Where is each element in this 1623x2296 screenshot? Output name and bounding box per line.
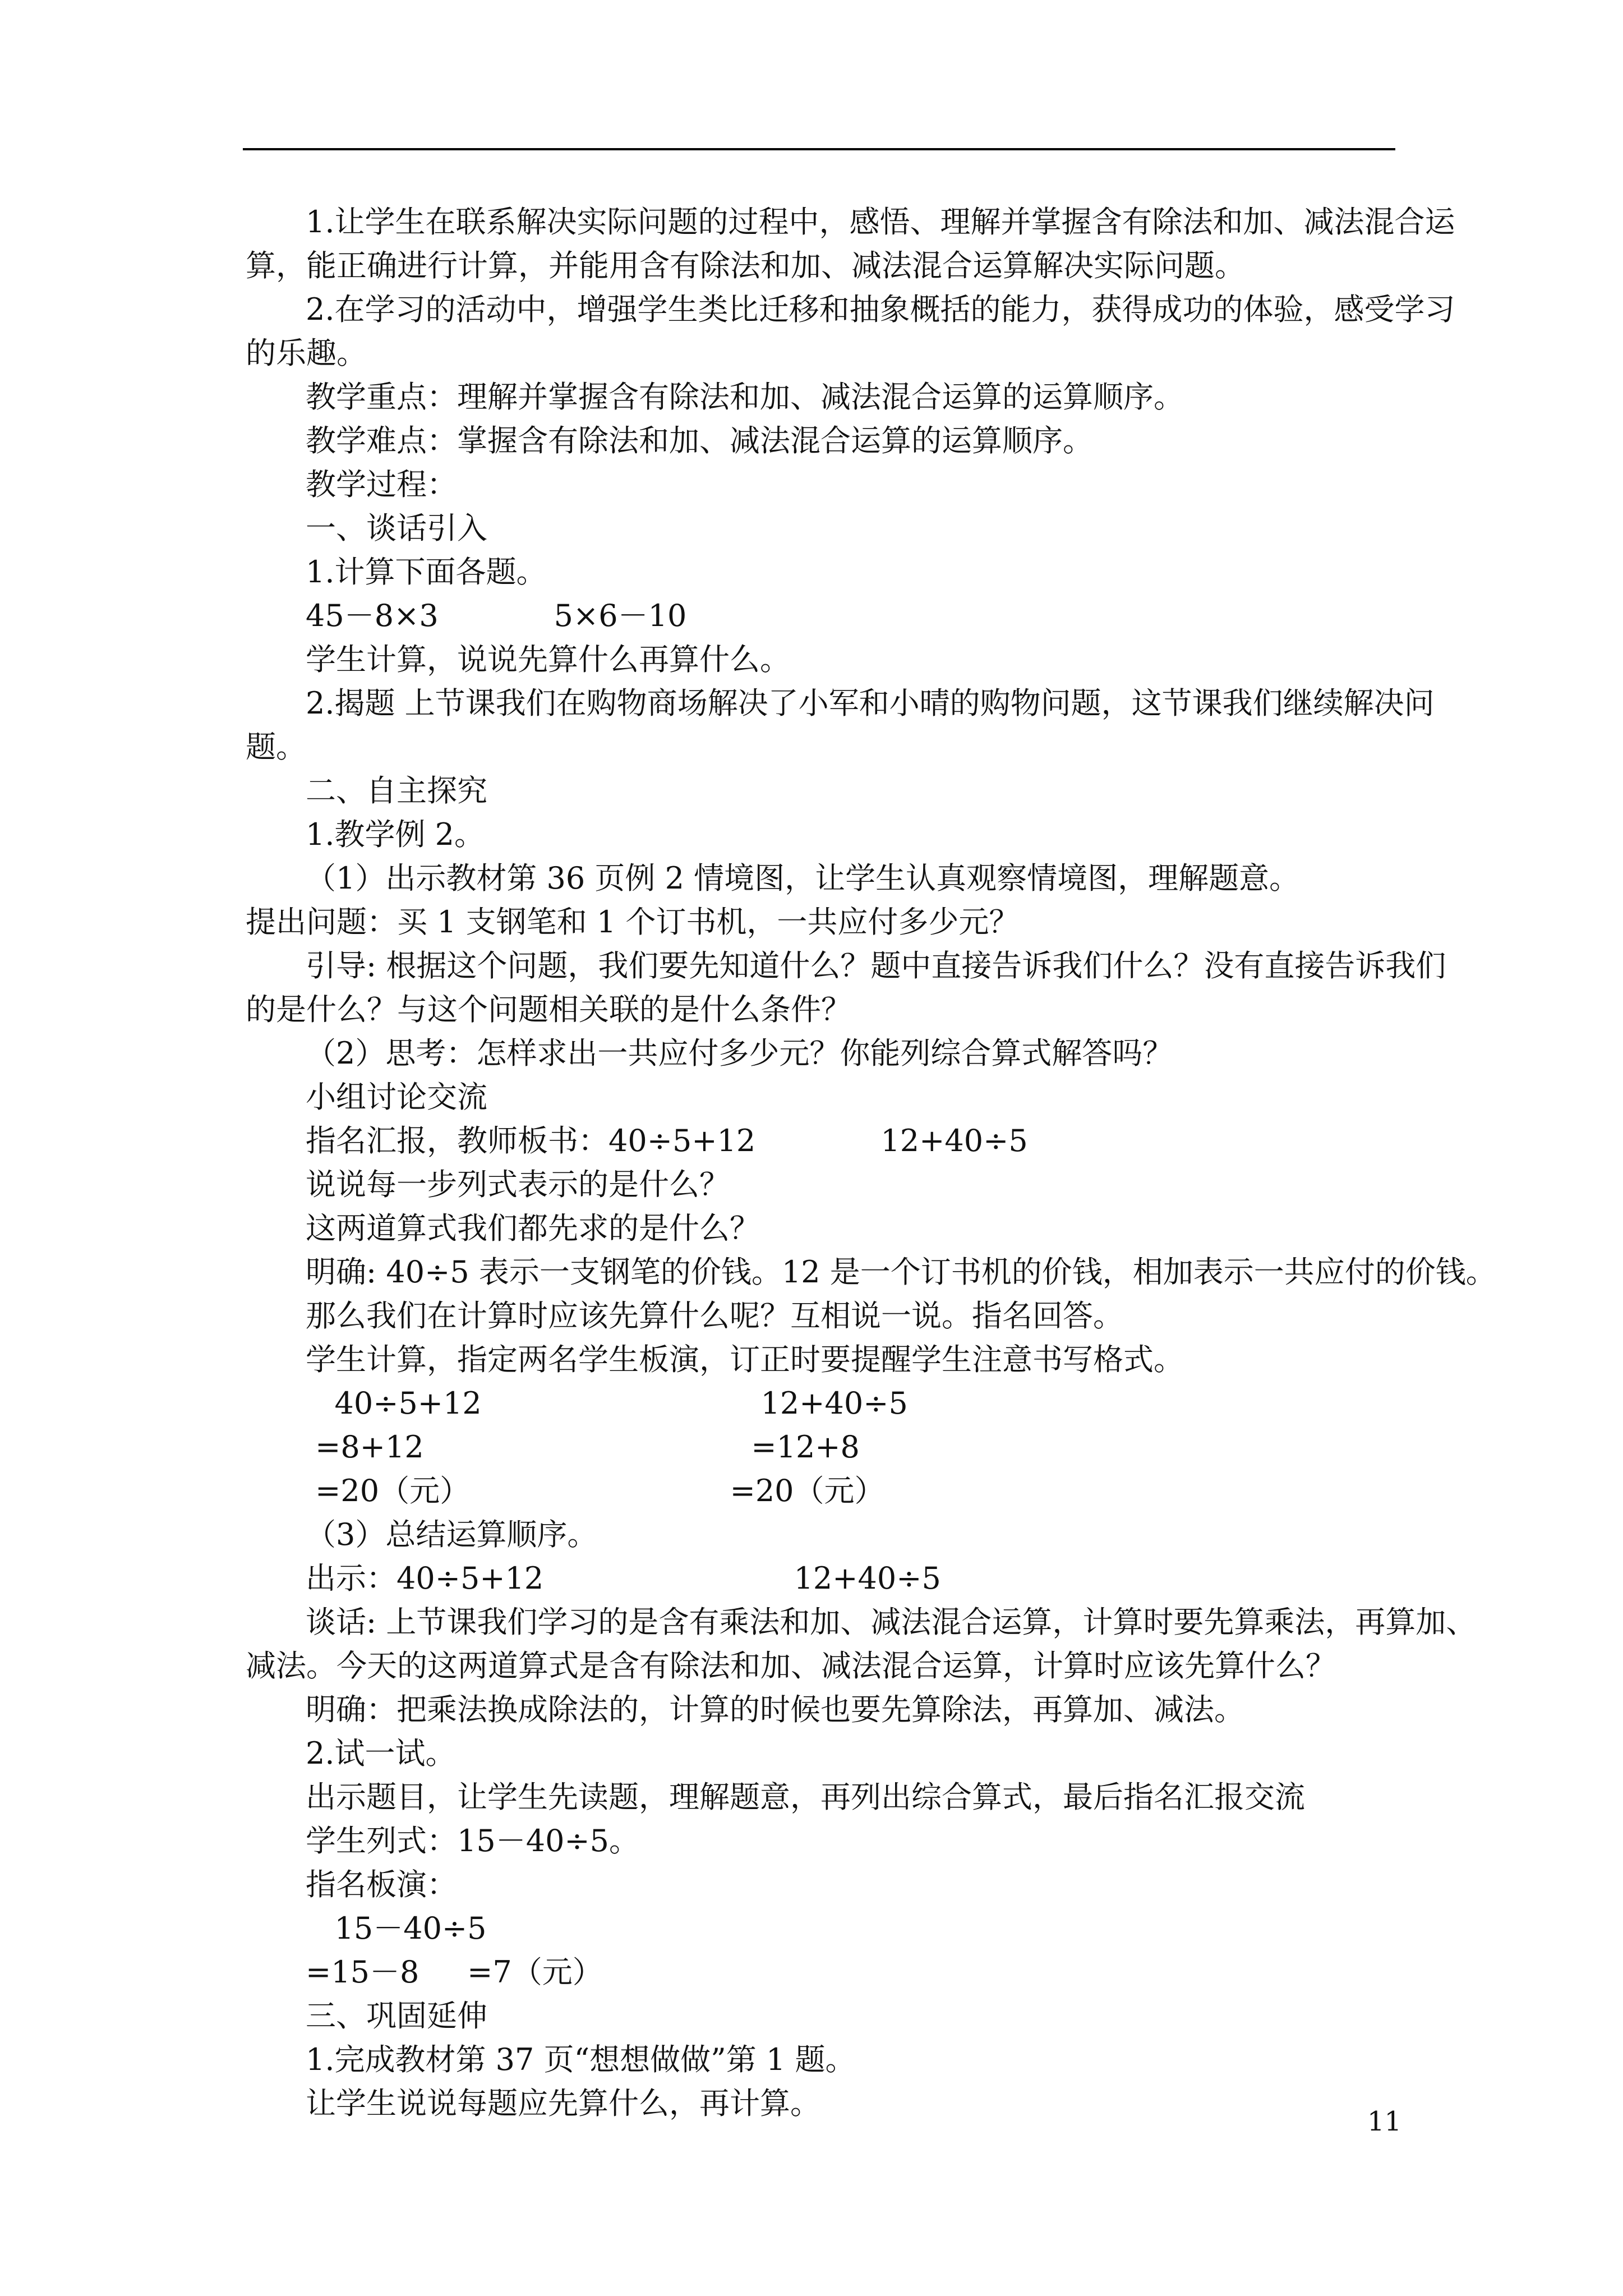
text-line: 算，能正确进行计算，并能用含有除法和加、减法混合运算解决实际问题。 bbox=[246, 248, 1245, 283]
text-line: 减法。今天的这两道算式是含有除法和加、减法混合运算，计算时应该先算什么？ bbox=[246, 1648, 1336, 1683]
text-line: 学生计算，说说先算什么再算什么。 bbox=[306, 642, 790, 677]
text-line: 谈话: 上节课我们学习的是含有乘法和加、减法混合运算，计算时要先算乘法，再算加、 bbox=[306, 1604, 1477, 1640]
header-rule bbox=[243, 148, 1395, 150]
text-line: 1.完成教材第 37 页“想想做做”第 1 题。 bbox=[306, 2042, 856, 2077]
page-number: 11 bbox=[1367, 2106, 1402, 2137]
text-line: 的是什么？与这个问题相关联的是什么条件？ bbox=[246, 992, 851, 1027]
text-line: 1.计算下面各题。 bbox=[306, 554, 547, 590]
equation-line: 40÷5+12 12+40÷5 bbox=[306, 1386, 908, 1421]
text-line: 2.在学习的活动中，增强学生类比迁移和抽象概括的能力，获得成功的体验，感受学习 bbox=[306, 292, 1455, 327]
section-heading: 三、巩固延伸 bbox=[306, 1998, 487, 2033]
text-line: 明确: 40÷5 表示一支钢笔的价钱。12 是一个订书机的价钱，相加表示一共应付的价钱。 bbox=[306, 1254, 1496, 1290]
text-line: 教学过程： bbox=[306, 467, 457, 502]
text-line: （2）思考：怎样求出一共应付多少元？你能列综合算式解答吗？ bbox=[306, 1036, 1173, 1071]
text-line: 那么我们在计算时应该先算什么呢？互相说一说。指名回答。 bbox=[306, 1298, 1123, 1333]
equation-line: 出示：40÷5+12 12+40÷5 bbox=[306, 1561, 941, 1596]
equation-line: =8+12 =12+8 bbox=[306, 1429, 860, 1465]
text-line: 教学难点：掌握含有除法和加、减法混合运算的运算顺序。 bbox=[306, 423, 1093, 458]
text-line: 教学重点：理解并掌握含有除法和加、减法混合运算的运算顺序。 bbox=[306, 379, 1184, 415]
text-line: （1）出示教材第 36 页例 2 情境图，让学生认真观察情境图，理解题意。 bbox=[306, 861, 1300, 896]
text-line: 出示题目，让学生先读题，理解题意，再列出综合算式，最后指名汇报交流 bbox=[306, 1779, 1305, 1815]
equation-line: 15－40÷5 bbox=[306, 1911, 487, 1946]
equation-line: =15－8 =7（元） bbox=[306, 1954, 603, 1990]
text-line: 明确：把乘法换成除法的，计算的时候也要先算除法，再算加、减法。 bbox=[306, 1692, 1244, 1727]
section-heading: 一、谈话引入 bbox=[306, 510, 487, 546]
text-line: 的乐趣。 bbox=[246, 335, 367, 371]
text-line: 2.揭题 上节课我们在购物商场解决了小军和小晴的购物问题，这节课我们继续解决问 bbox=[306, 685, 1435, 721]
text-line: 1.让学生在联系解决实际问题的过程中，感悟、理解并掌握含有除法和加、减法混合运 bbox=[306, 204, 1455, 240]
section-heading: 二、自主探究 bbox=[306, 773, 487, 808]
text-line: 提出问题：买 1 支钢笔和 1 个订书机，一共应付多少元？ bbox=[246, 904, 1020, 940]
text-line: 1.教学例 2。 bbox=[306, 817, 485, 852]
text-line: 这两道算式我们都先求的是什么？ bbox=[306, 1211, 760, 1246]
equation-line: 45－8×3 5×6－10 bbox=[306, 598, 687, 633]
text-line: 让学生说说每题应先算什么，再计算。 bbox=[306, 2086, 820, 2121]
text-line: 2.试一试。 bbox=[306, 1736, 456, 1771]
text-line: 说说每一步列式表示的是什么？ bbox=[306, 1167, 730, 1202]
text-line: 学生计算，指定两名学生板演，订正时要提醒学生注意书写格式。 bbox=[306, 1342, 1184, 1377]
text-line: 小组讨论交流 bbox=[306, 1079, 487, 1115]
text-line: 学生列式：15－40÷5。 bbox=[306, 1823, 640, 1858]
text-line: 指名板演： bbox=[306, 1867, 457, 1902]
equation-line: =20（元） =20（元） bbox=[306, 1473, 885, 1508]
text-line: 引导: 根据这个问题，我们要先知道什么？题中直接告诉我们什么？没有直接告诉我们 bbox=[306, 948, 1446, 983]
equation-line: 指名汇报，教师板书：40÷5+12 12+40÷5 bbox=[306, 1123, 1028, 1158]
text-line: （3）总结运算顺序。 bbox=[306, 1517, 598, 1552]
text-line: 题。 bbox=[246, 729, 306, 765]
